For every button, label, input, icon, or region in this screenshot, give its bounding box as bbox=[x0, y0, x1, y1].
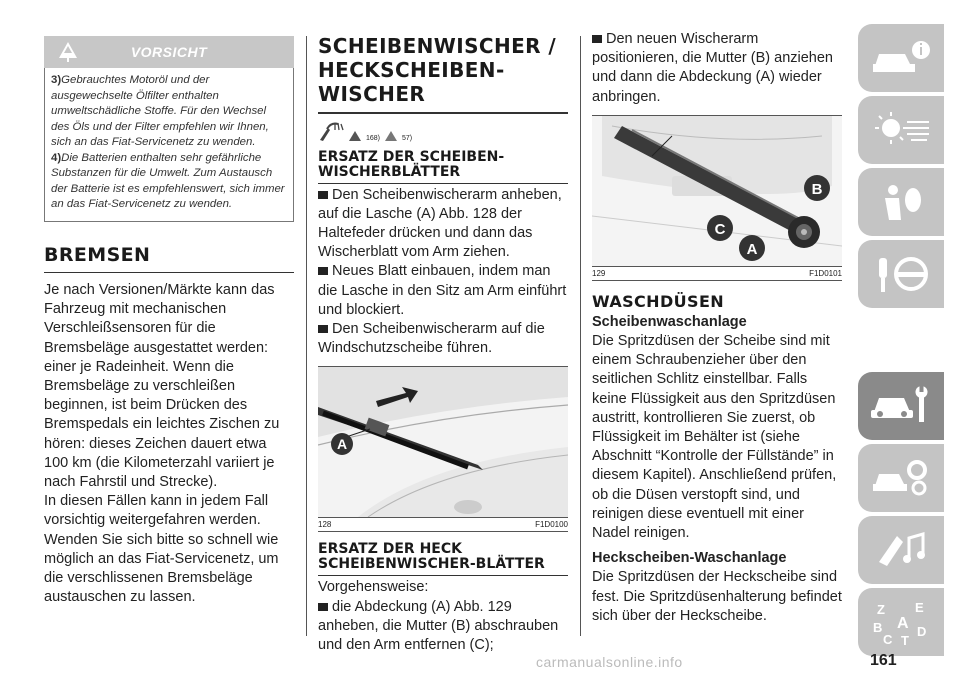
divider bbox=[318, 575, 568, 576]
procedure-intro: Vorgehensweise: bbox=[318, 579, 429, 596]
column-right bbox=[592, 0, 842, 626]
car-gears-icon bbox=[869, 456, 933, 500]
divider bbox=[44, 272, 294, 274]
warning-lights-icon bbox=[869, 108, 933, 152]
tab-media[interactable] bbox=[858, 516, 944, 584]
figure-code: F1D0100 bbox=[535, 520, 568, 530]
instruction-bullet: die Abdeckung (A) Abb. 129 anheben, die Mutter (B) abschrauben und den Arm entfernen (C); bbox=[318, 598, 568, 656]
index-letter: D bbox=[917, 624, 927, 639]
divider bbox=[318, 183, 568, 184]
figure-label-a: A bbox=[746, 240, 758, 258]
index-letter: E bbox=[915, 600, 924, 615]
tab-key-steering[interactable] bbox=[858, 240, 944, 308]
wiper-blade-illustration bbox=[318, 367, 568, 517]
subheading-heckscheiben-waschanlage: Heckscheiben-Waschanlage bbox=[592, 550, 787, 567]
index-icon bbox=[869, 598, 933, 646]
tab-airbag-seat[interactable] bbox=[858, 168, 944, 236]
figure-caption-129 bbox=[592, 267, 842, 281]
airbag-seat-icon bbox=[869, 180, 933, 224]
note-number: 4) bbox=[51, 151, 62, 164]
note-number: 3) bbox=[51, 74, 62, 86]
figure-code: F1D0101 bbox=[809, 268, 842, 278]
rear-wiper-illustration bbox=[592, 116, 842, 266]
car-wrench-icon bbox=[868, 384, 934, 428]
reference-57: 57) bbox=[402, 134, 413, 142]
column-divider bbox=[306, 36, 307, 636]
note-text: Gebrauchtes Motoröl und der ausgewechselte Ölfilter enthalten umweltschädliche Stoffe. Für den Wechsel des Öls und der Filter empfehlen wir Ihnen, sich an das Fiat-Servicenetz zu wenden. bbox=[51, 74, 269, 148]
tab-index[interactable] bbox=[858, 588, 944, 656]
index-letter: A bbox=[897, 615, 909, 632]
figure-label-c: C bbox=[714, 220, 726, 238]
instruction-bullet: Den Scheibenwischerarm auf die Windschutzscheibe führen. bbox=[318, 320, 568, 358]
tab-car-info[interactable] bbox=[858, 24, 944, 92]
index-letter: T bbox=[901, 633, 909, 646]
subheading-scheibenwischerblatter: ERSATZ DER SCHEIBEN-WISCHERBLÄTTER bbox=[318, 148, 505, 180]
index-letter: B bbox=[873, 620, 883, 635]
section-heading-scheibenwischer: SCHEIBENWISCHER / HECKSCHEIBEN-WISCHER bbox=[318, 34, 557, 106]
figure-label-a: A bbox=[336, 436, 348, 453]
media-icon bbox=[869, 528, 933, 572]
page-number: 161 bbox=[870, 652, 897, 669]
watermark: carmanualsonline.info bbox=[536, 654, 683, 670]
section-heading-waschdusen: WASCHDÜSEN bbox=[592, 291, 725, 311]
subheading-scheibenwaschanlage: Scheibenwaschanlage bbox=[592, 313, 747, 330]
section-heading-bremsen: BREMSEN bbox=[44, 243, 151, 266]
instruction-bullet: Den Scheibenwischerarm anheben, auf die Lasche (A) Abb. 128 der Haltefeder drücken und dann das Wischerblatt vom Arm ziehen. bbox=[318, 186, 568, 263]
tab-car-wrench[interactable] bbox=[858, 372, 944, 440]
car-info-icon bbox=[869, 38, 933, 78]
note-text: Die Batterien enthalten sehr gefährliche Substanzen für die Umwelt. Zum Austausch der Batterie ist es empfehlenswert, sich immer an das Fiat-Servicenetz zu wenden. bbox=[51, 151, 285, 210]
reference-row bbox=[318, 120, 568, 142]
index-letter: C bbox=[883, 632, 893, 646]
figure-label-b: B bbox=[811, 180, 823, 198]
index-letter: Z bbox=[877, 602, 885, 617]
figure-caption-128 bbox=[318, 518, 568, 532]
figure-number: 128 bbox=[318, 520, 332, 530]
figure-129 bbox=[592, 115, 842, 267]
figure-128 bbox=[318, 366, 568, 518]
subheading-heckscheibenwischer: ERSATZ DER HECK SCHEIBENWISCHER-BLÄTTER bbox=[318, 541, 545, 573]
instruction-bullet: Neues Blatt einbauen, indem man die Lasche in den Sitz am Arm einführt und blockiert. bbox=[318, 262, 568, 320]
column-middle bbox=[318, 0, 568, 655]
figure-number: 129 bbox=[592, 268, 606, 278]
heckscheiben-paragraph: Die Spritzdüsen der Heckscheibe sind fest. Die Spritzdüsenhalterung befindet sich über der Heckscheibe. bbox=[592, 569, 842, 624]
bremsen-paragraph-1: Je nach Versionen/Märkte kann das Fahrzeug mit mechanischen Verschleißsensoren für die Bremsbeläge ausgestattet werden: einer je Radeinheit. Wenn die Bremsbeläge zu verschleißen beginnen, ist beim Drücken des Bremspedals ein leichtes Zischen zu hören: dieses Zeichen dauert etwa 100 km (die Kilometerzahl variiert je nach Fahrstil und Strecke). bbox=[44, 282, 280, 491]
wiper-spray-icon bbox=[318, 120, 344, 142]
warning-title: VORSICHT bbox=[130, 44, 208, 60]
environment-icon bbox=[384, 130, 398, 142]
warning-note-3 bbox=[51, 73, 287, 151]
column-left bbox=[44, 0, 294, 607]
column-divider bbox=[580, 36, 581, 636]
warning-box bbox=[44, 68, 294, 222]
waschanlage-paragraph: Die Spritzdüsen der Scheibe sind mit einem Schraubenzieher über den seitlichen Schlitz einstellbar. Falls keine Flüssigkeit aus den Spritzdüsen austritt, kontrollieren Sie zuerst, ob Flüssigkeit im Behälter ist (siehe Abschnitt “Kontrolle der Füllstände” in diesem Kapitel). Anschließend prüfen, ob die Düsen verstopft sind, und reinigen diese eventuell mit einer Nadel reinigen. bbox=[592, 333, 837, 542]
tab-warning-lights[interactable] bbox=[858, 96, 944, 164]
tab-car-gears[interactable] bbox=[858, 444, 944, 512]
hand-stop-icon bbox=[348, 130, 362, 142]
key-steering-icon bbox=[869, 252, 933, 296]
warning-header bbox=[44, 36, 294, 68]
reference-168: 168) bbox=[366, 134, 381, 142]
warning-note-4 bbox=[51, 151, 287, 213]
bremsen-paragraph-2: In diesen Fällen kann in jedem Fall vorsichtig weitergefahren werden. Wenden Sie sich bitte so schnell wie möglich an das Fiat-Servicenetz, um die verschlissenen Bremsbeläge austauschen zu lassen. bbox=[44, 493, 279, 606]
instruction-bullet: Den neuen Wischerarm positionieren, die Mutter (B) anziehen und dann die Abdeckung (A) wieder anbringen. bbox=[592, 30, 842, 107]
divider bbox=[318, 112, 568, 114]
